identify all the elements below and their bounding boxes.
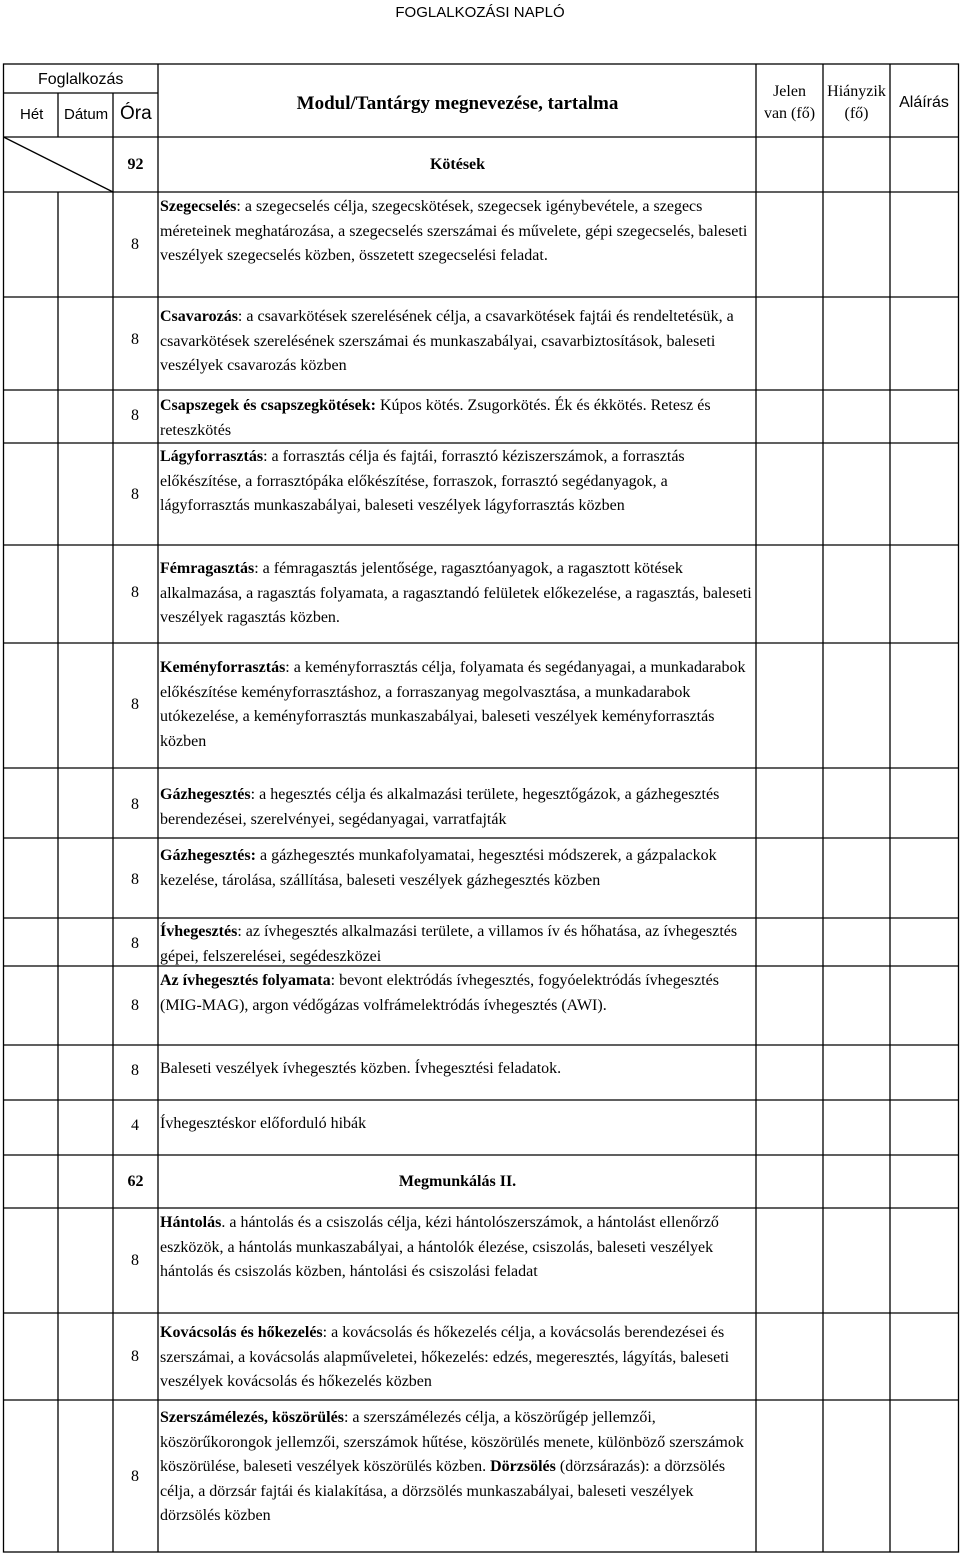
row-topic: Hántolás <box>160 1214 222 1231</box>
header-jelen-1: Jelen <box>773 83 806 100</box>
row-hours: 8 <box>131 1348 139 1365</box>
row-topic: Szegecselés <box>160 198 237 215</box>
row-text-2: (dörzsárazás): a dörzsölés célja, a dörzsár fajtái és kialakítása, a dörzsölés munkaszabályai, baleseti veszélyek dörzsölés közben <box>160 1458 726 1524</box>
header-ora: Óra <box>120 103 152 124</box>
row-topic: Lágyforrasztás <box>160 448 264 465</box>
row-text: : a forrasztás célja és fajtái, forrasztó kéziszerszámok, a forrasztás előkészítése, a forrasztópáka előkészítése, forraszok, forrasztó segédanyagok, a lágyforrasztás munkaszabályai, baleseti veszélyek lágyforrasztás közben <box>160 448 685 514</box>
row-text: Kúpos kötés. Zsugorkötés. Ék és ékkötés. Retesz és reteszkötés <box>160 397 711 439</box>
row-content <box>160 1057 755 1082</box>
row-hours: 8 <box>131 486 139 503</box>
row-hours: 4 <box>131 1117 139 1134</box>
row-content <box>160 1211 755 1285</box>
row-topic-2: Dörzsölés <box>490 1458 556 1475</box>
row-hours: 8 <box>131 997 139 1014</box>
row-topic: Csavarozás <box>160 308 238 325</box>
row-topic: Keményforrasztás <box>160 659 286 676</box>
header-hianyzik-2: (fő) <box>844 105 869 122</box>
row-topic: Az ívhegesztés folyamata <box>160 972 331 989</box>
row-hours: 8 <box>131 331 139 348</box>
row-content <box>160 783 755 832</box>
row-text: : az ívhegesztés alkalmazási területe, a villamos ív és hőhatása, az ívhegesztés gépei, felszerelései, segédeszközei <box>160 923 738 965</box>
header-jelen-2: van (fő) <box>763 105 816 122</box>
section-hours: 92 <box>127 156 144 173</box>
row-hours: 8 <box>131 871 139 888</box>
row-topic: Gázhegesztés <box>160 786 251 803</box>
row-topic: Fémragasztás <box>160 560 255 577</box>
header-modul: Modul/Tantárgy megnevezése, tartalma <box>296 93 619 114</box>
row-content <box>160 969 755 1018</box>
row-text: : a kovácsolás és hőkezelés célja, a kovácsolás berendezései és szerszámai, a kovácsolás alapműveletei, hőkezelés: edzés, megeresztés, lágyítás, baleseti veszélyek kovácsolás és hőkezelés közben <box>160 1324 730 1390</box>
header-het: Hét <box>20 106 44 123</box>
row-content <box>160 1321 755 1395</box>
row-text: : a hegesztés célja és alkalmazási területe, hegesztőgázok, a gázhegesztés berendezései, szerelvényei, segédanyagai, varratfajták <box>160 786 720 828</box>
row-hours: 8 <box>131 584 139 601</box>
row-hours: 8 <box>131 696 139 713</box>
row-hours: 8 <box>131 935 139 952</box>
header-hianyzik-1: Hiányzik <box>827 83 886 100</box>
row-content <box>160 557 755 631</box>
row-content <box>160 195 755 269</box>
section-hours: 62 <box>127 1173 144 1190</box>
row-content <box>160 305 755 379</box>
row-content <box>160 394 755 443</box>
row-topic: Csapszegek és csapszegkötések: <box>160 397 376 414</box>
row-hours: 8 <box>131 1252 139 1269</box>
row-hours: 8 <box>131 1062 139 1079</box>
section-title: Kötések <box>429 156 486 173</box>
row-text: . a hántolás és a csiszolás célja, kézi hántolószerszámok, a hántolást ellenőrző eszközök, a hántolás munkaszabályai, a hántolók élezése, csiszolás, baleseti veszélyek hántolás és csiszolás közben, hántolási és csiszolási feladat <box>160 1214 719 1280</box>
row-text: : a keményforrasztás célja, folyamata és segédanyagai, a munkadarabok előkészítése keményforrasztáshoz, a forraszanyag megolvasztása, a munkadarabok utókezelése, a keményforrasztás munkaszabályai, baleseti veszélyek keményforrasztás közben <box>160 659 746 750</box>
row-text: : bevont elektródás ívhegesztés, fogyóelektródás ívhegesztés (MIG-MAG), argon védőgázas volfrámelektródás ívhegesztés (AWI). <box>160 972 719 1014</box>
row-content <box>160 445 755 519</box>
row-content <box>160 656 755 754</box>
row-hours: 8 <box>131 1468 139 1485</box>
section-title: Megmunkálás II. <box>398 1173 517 1190</box>
header-datum: Dátum <box>64 106 109 123</box>
row-text: : a fémragasztás jelentősége, ragasztóanyagok, a ragasztott kötések alkalmazása, a ragasztás folyamata, a ragasztandó felületek előkezelése, a ragasztás, baleseti veszélyek ragasztás közben. <box>160 560 752 626</box>
row-topic: Kovácsolás és hőkezelés <box>160 1324 323 1341</box>
header-alairas: Aláírás <box>899 94 949 111</box>
row-hours: 8 <box>131 236 139 253</box>
row-topic: Gázhegesztés: <box>160 847 256 864</box>
row-text: : a csavarkötések szerelésének célja, a csavarkötések fajtái és rendeltetésük, a csavarkötések szerelésének szerszámai és munkaszabályai, csavarbiztosítások, baleseti veszélyek csavarozás közben <box>160 308 734 374</box>
header-foglalkozas: Foglalkozás <box>38 71 124 88</box>
row-text: : a szegecselés célja, szegecskötések, szegecsek igénybevétele, a szegecs méreteinek meghatározása, a szegecselés szerszámai és művelete, gépi szegecselés, baleseti veszélyek szegecselés közben, összetett szegecselési feladat. <box>160 198 748 264</box>
row-text: Ívhegesztéskor előforduló hibák <box>160 1115 367 1132</box>
row-hours: 8 <box>131 407 139 424</box>
row-content <box>160 844 755 893</box>
row-topic: Ívhegesztés <box>160 923 238 940</box>
page-title: FOGLALKOZÁSI NAPLÓ <box>395 4 565 21</box>
row-text: a gázhegesztés munkafolyamatai, hegesztési módszerek, a gázpalackok kezelése, tárolása, szállítása, baleseti veszélyek gázhegesztés közben <box>160 847 717 889</box>
row-content <box>160 920 755 969</box>
row-content <box>160 1406 755 1529</box>
row-text: Baleseti veszélyek ívhegesztés közben. Ívhegesztési feladatok. <box>160 1060 562 1077</box>
row-content <box>160 1112 755 1137</box>
row-topic: Szerszámélezés, köszörülés <box>160 1409 344 1426</box>
row-hours: 8 <box>131 796 139 813</box>
row-text: : a szerszámélezés célja, a köszörűgép jellemzői, köszörűkorongok jellemzői, szerszámok hűtése, köszörülés menete, különböző szerszámok köszörülése, baleseti veszélyek köszörülés közben. <box>160 1409 744 1475</box>
